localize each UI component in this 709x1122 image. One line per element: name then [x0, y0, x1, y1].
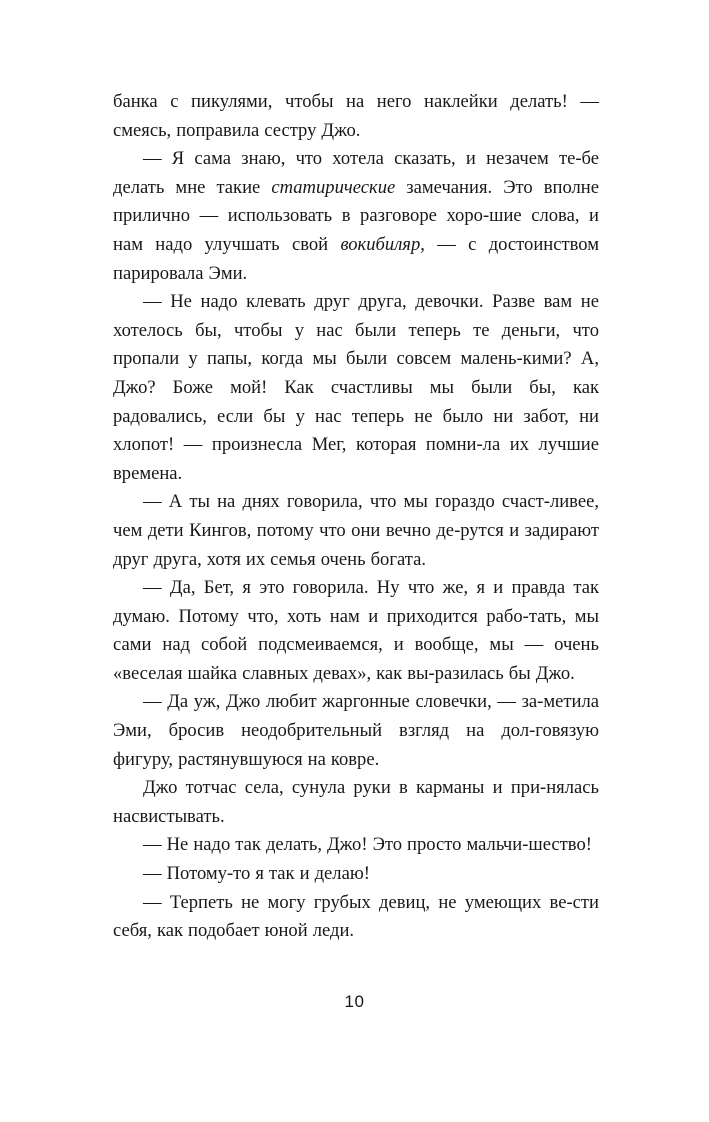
text-run: — Терпеть не могу грубых девиц, не умеющих ве-сти себя, как подобает юной леди. — [113, 891, 599, 942]
paragraph — [113, 774, 599, 831]
paragraph — [113, 831, 599, 860]
text-run: — Да уж, Джо любит жаргонные словечки, — за-метила Эми, бросив неодобрительный взгляд на дол-говязую фигуру, растянувшуюся на ковре. — [113, 691, 599, 770]
text-run: — Не надо клевать друг друга, девочки. Разве вам не хотелось бы, чтобы у нас были теперь те деньги, что пропали у папы, когда мы были совсем малень-кими? А, Джо? Боже мой! Как счастливы мы были бы, как радовались, если бы у нас теперь не было ни забот, ни хлопот! — произнесла Мег, которая помни-ла их лучшие времена. — [113, 291, 599, 484]
paragraph — [113, 88, 599, 145]
page-text-block — [113, 88, 599, 946]
paragraph — [113, 889, 599, 946]
text-run: Джо тотчас села, сунула руки в карманы и при-нялась насвистывать. — [113, 777, 599, 827]
text-run: — А ты на днях говорила, что мы гораздо счаст-ливее, чем дети Кингов, потому что они вечно де-рутся и задирают друг друга, хотя их семья очень богата. — [113, 491, 599, 570]
paragraph — [113, 488, 599, 574]
text-run: — Я сама знаю, что хотела сказать, и незачем те-бе делать мне такие — [113, 148, 599, 198]
emphasis-text: статирические — [271, 176, 396, 198]
text-run: банка с пикулями, чтобы на него наклейки делать! — смеясь, поправила сестру Джо. — [113, 91, 599, 141]
text-run: — Да, Бет, я это говорила. Ну что же, я и правда так думаю. Потому что, хоть нам и приходится рабо-тать, мы сами над собой подсмеиваемся, и вообще, мы — очень «веселая шайка славных девах», как вы-разилась бы Джо. — [113, 577, 599, 684]
paragraph — [113, 145, 599, 288]
page-number: 10 — [344, 992, 365, 1011]
paragraph — [113, 574, 599, 688]
paragraph — [113, 860, 599, 889]
paragraph — [113, 288, 599, 488]
text-run: — Не надо так делать, Джо! Это просто мальчи-шество! — [143, 834, 592, 856]
text-run: , — с достоинством парировала Эми. — [113, 233, 599, 284]
paragraph — [113, 688, 599, 774]
text-run: — Потому-то я так и делаю! — [143, 863, 370, 885]
emphasis-text: вокибиляр — [340, 233, 421, 255]
text-run: замечания. Это вполне прилично — использовать в разговоре хоро-шие слова, и нам надо улучшать свой — [113, 176, 599, 255]
